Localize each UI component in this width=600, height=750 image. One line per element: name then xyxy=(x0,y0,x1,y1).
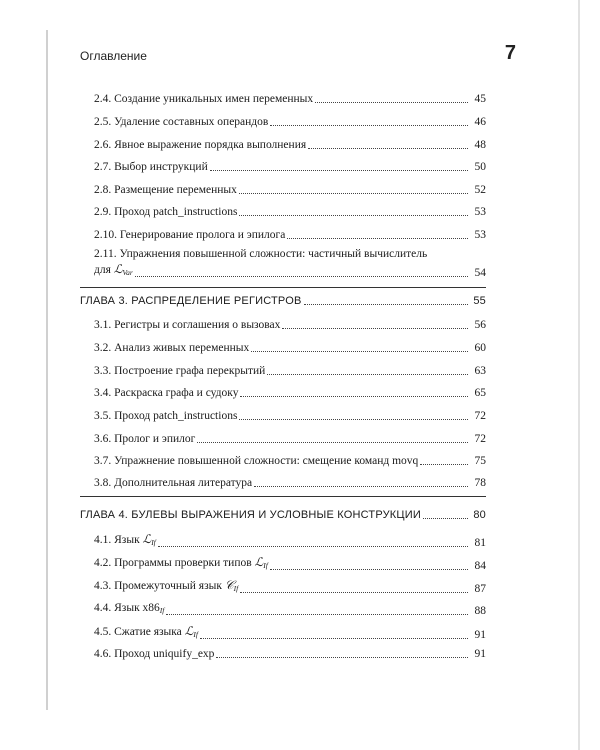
toc-entry-title: 4.6. Проход uniquify_exp xyxy=(94,648,215,660)
running-head: Оглавление xyxy=(80,49,147,63)
leader-dots xyxy=(308,147,468,149)
toc-entry[interactable] xyxy=(94,183,486,197)
toc-entry-page: 91 xyxy=(474,629,486,641)
toc-entry-title: 3.8. Дополнительная литература xyxy=(94,477,253,489)
toc-entry-page: 45 xyxy=(474,93,486,105)
toc-entry-title: 2.5. Удаление составных операндов xyxy=(94,116,269,128)
page-number: 7 xyxy=(504,42,516,64)
chapter-divider xyxy=(80,287,486,288)
leader-dots xyxy=(254,485,468,487)
toc-entry-title: 2.6. Явное выражение порядка выполнения xyxy=(94,139,307,151)
page-binding-shadow xyxy=(46,30,48,710)
toc-entry-page: 81 xyxy=(474,537,486,549)
toc-entry-page: 46 xyxy=(474,116,486,128)
toc-entry-title: 3.6. Пролог и эпилог xyxy=(94,433,196,445)
page-edge-shadow xyxy=(578,0,580,750)
toc-entry-title: 2.4. Создание уникальных имен переменных xyxy=(94,93,314,105)
chapter-title: ГЛАВА 4. БУЛЕВЫ ВЫРАЖЕНИЯ И УСЛОВНЫЕ КОНСТРУКЦИИ xyxy=(80,509,421,521)
toc-entry-title-line1: 2.11. Упражнения повышенной сложности: частичный вычислитель xyxy=(94,248,428,260)
toc-entry-title: 4.4. Язык $x86_{If}$ xyxy=(94,602,165,615)
leader-dots xyxy=(423,517,468,519)
toc-entry-title: 4.1. Язык ℒ$_{If}$ xyxy=(94,532,156,547)
toc-entry-title: 2.8. Размещение переменных xyxy=(94,184,237,196)
toc-entry[interactable] xyxy=(94,138,486,152)
toc-entry-page: 91 xyxy=(474,648,486,660)
toc-entry[interactable] xyxy=(94,364,486,378)
chapter-page: 80 xyxy=(473,509,486,521)
toc-entry-page: 63 xyxy=(474,365,486,377)
toc-entry[interactable] xyxy=(94,555,486,573)
leader-dots xyxy=(239,192,468,194)
toc-entry-title: 4.2. Программы проверки типов ℒ$_{If}$ xyxy=(94,555,268,570)
toc-entry[interactable] xyxy=(94,601,486,618)
toc-entry-title: 3.5. Проход patch_instructions xyxy=(94,410,238,422)
toc-entry-page: 72 xyxy=(474,433,486,445)
leader-dots xyxy=(287,237,468,239)
toc-entry-title: 3.4. Раскраска графа и судоку xyxy=(94,387,239,399)
toc-entry-page: 53 xyxy=(474,206,486,218)
toc-entry-title: 2.9. Проход patch_instructions xyxy=(94,206,238,218)
chapter-title: ГЛАВА 3. РАСПРЕДЕЛЕНИЕ РЕГИСТРОВ xyxy=(80,295,302,307)
leader-dots xyxy=(158,545,468,547)
toc-entry[interactable] xyxy=(94,624,486,642)
toc-entry[interactable] xyxy=(94,341,486,355)
leader-dots xyxy=(135,275,468,277)
toc-entry-page: 87 xyxy=(474,583,486,595)
toc-entry[interactable] xyxy=(94,476,486,490)
toc-entry-title-line2: для ℒ$_{Var}$ xyxy=(94,262,133,277)
toc-entry-title: 2.10. Генерирование пролога и эпилога xyxy=(94,229,286,241)
leader-dots xyxy=(315,101,468,103)
toc-entry-page: 48 xyxy=(474,139,486,151)
toc-entry-page: 53 xyxy=(474,229,486,241)
leader-dots xyxy=(240,395,468,397)
toc-entry-page: 50 xyxy=(474,161,486,173)
leader-dots xyxy=(270,124,468,126)
leader-dots xyxy=(210,169,468,171)
leader-dots xyxy=(304,303,468,305)
chapter-page: 55 xyxy=(473,295,486,307)
leader-dots xyxy=(166,613,468,615)
toc-entry-line2 xyxy=(94,262,486,280)
toc-entry-page: 72 xyxy=(474,410,486,422)
toc-entry[interactable] xyxy=(94,647,486,661)
toc-entry-page: 84 xyxy=(474,560,486,572)
leader-dots xyxy=(239,214,468,216)
leader-dots xyxy=(282,327,468,329)
leader-dots xyxy=(200,637,468,639)
toc-entry[interactable] xyxy=(94,115,486,129)
toc-entry-page: 56 xyxy=(474,319,486,331)
toc-entry-page: 54 xyxy=(474,267,486,279)
toc-entry-page: 78 xyxy=(474,477,486,489)
toc-entry[interactable] xyxy=(94,92,486,106)
chapter-entry[interactable] xyxy=(80,294,486,308)
toc-entry[interactable] xyxy=(94,432,486,446)
chapter-entry[interactable] xyxy=(80,508,486,522)
toc-entry-title: 3.1. Регистры и соглашения о вызовах xyxy=(94,319,281,331)
toc-entry-page: 52 xyxy=(474,184,486,196)
toc-entry-page: 75 xyxy=(474,455,486,467)
toc-entry[interactable] xyxy=(94,386,486,400)
leader-dots xyxy=(251,350,468,352)
leader-dots xyxy=(240,591,468,593)
toc-entry-title: 3.7. Упражнение повышенной сложности: смещение команд movq xyxy=(94,455,419,467)
toc-entry[interactable] xyxy=(94,578,486,596)
toc-entry[interactable] xyxy=(94,318,486,332)
toc-entry-page: 60 xyxy=(474,342,486,354)
toc-entry[interactable] xyxy=(94,205,486,219)
leader-dots xyxy=(197,441,468,443)
toc-entry[interactable] xyxy=(94,228,486,242)
toc-entry-page: 65 xyxy=(474,387,486,399)
toc-entry[interactable] xyxy=(94,454,486,468)
toc-entry-title: 4.5. Сжатие языка ℒ$_{If}$ xyxy=(94,624,198,639)
toc-entry-title: 3.2. Анализ живых переменных xyxy=(94,342,250,354)
toc-entry-title: 3.3. Построение графа перекрытий xyxy=(94,365,266,377)
leader-dots xyxy=(239,418,468,420)
leader-dots xyxy=(267,373,468,375)
toc-entry[interactable] xyxy=(94,532,486,550)
toc-entry-title: 2.7. Выбор инструкций xyxy=(94,161,208,173)
leader-dots xyxy=(270,568,468,570)
toc-entry-page: 88 xyxy=(474,605,486,617)
toc-entry[interactable] xyxy=(94,160,486,174)
leader-dots xyxy=(216,656,468,658)
toc-entry-title: 4.3. Промежуточный язык 𝒞$_{If}$ xyxy=(94,578,239,593)
leader-dots xyxy=(420,463,468,465)
toc-entry[interactable] xyxy=(94,409,486,423)
chapter-divider xyxy=(80,496,486,497)
